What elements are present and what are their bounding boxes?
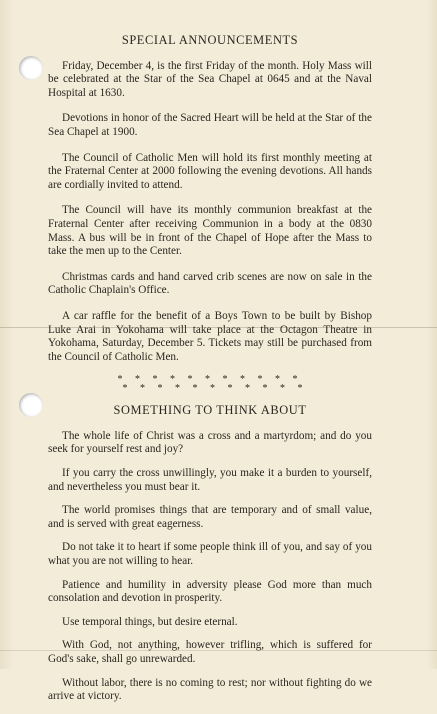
announcement-paragraph: A car raffle for the benefit of a Boys Town to be built by Bishop Luke Arai in Yokohama will take place at the Octagon Theatre in Yokohama, Saturday, December 5. Tickets may still be purchased from the Council of Catholic Men. bbox=[48, 309, 372, 363]
thought-paragraph: If you carry the cross unwillingly, you make it a burden to yourself, and nevertheless you must bear it. bbox=[48, 467, 372, 493]
thought-paragraph: Without labor, there is no coming to rest; nor without fighting do we arrive at victory. bbox=[48, 676, 372, 703]
thought-paragraph: The world promises things that are temporary and of small value, and is served with great eagerness. bbox=[48, 504, 372, 530]
announcement-paragraph: Christmas cards and hand carved crib scenes are now on sale in the Catholic Chaplain's Office. bbox=[48, 270, 372, 297]
thought-paragraph: The whole life of Christ was a cross and a martyrdom; and do you seek for yourself rest and joy? bbox=[48, 429, 372, 456]
thought-paragraph: Use temporal things, but desire eternal. bbox=[62, 615, 238, 628]
thought-paragraph: With God, not anything, however trifling, which is suffered for God's sake, shall go unrewarded. bbox=[48, 639, 372, 665]
special-announcements-heading: SPECIAL ANNOUNCEMENTS bbox=[121, 33, 299, 47]
thought-paragraph: Do not take it to heart if some people think ill of you, and say of you what you are not willing to hear. bbox=[48, 541, 372, 568]
something-to-think-about-heading: SOMETHING TO THINK ABOUT bbox=[113, 403, 307, 418]
announcement-paragraph: The Council of Catholic Men will hold its first monthly meeting at the Fraternal Center at 2000 following the evening devotions. All hands are cordially invited to attend. bbox=[48, 151, 372, 191]
announcement-paragraph: The Council will have its monthly communion breakfast at the Fraternal Center after receiving Communion in a body at the 0830 Mass. A bus will be in front of the Chapel of Hope after the Mass to take the men up to the Center. bbox=[48, 204, 372, 258]
announcement-paragraph: Devotions in honor of the Sacred Heart will be held at the Star of the Sea Chapel at 1900. bbox=[48, 112, 372, 138]
star-row: * * * * * * * * * * * bbox=[122, 383, 308, 395]
star-row: * * * * * * * * * * * bbox=[117, 374, 303, 386]
announcement-paragraph: Friday, December 4, is the first Friday of the month. Holy Mass will be celebrated at the Star of the Sea Chapel at 0645 and at the Naval Hospital at 1630. bbox=[48, 59, 372, 99]
thought-paragraph: Patience and humility in adversity please God more than much consolation and devotion in prosperity. bbox=[48, 578, 372, 605]
punch-hole-bottom bbox=[19, 393, 43, 417]
star-separator bbox=[48, 375, 372, 393]
punch-hole-top bbox=[19, 56, 43, 80]
bulletin-content bbox=[48, 34, 372, 714]
